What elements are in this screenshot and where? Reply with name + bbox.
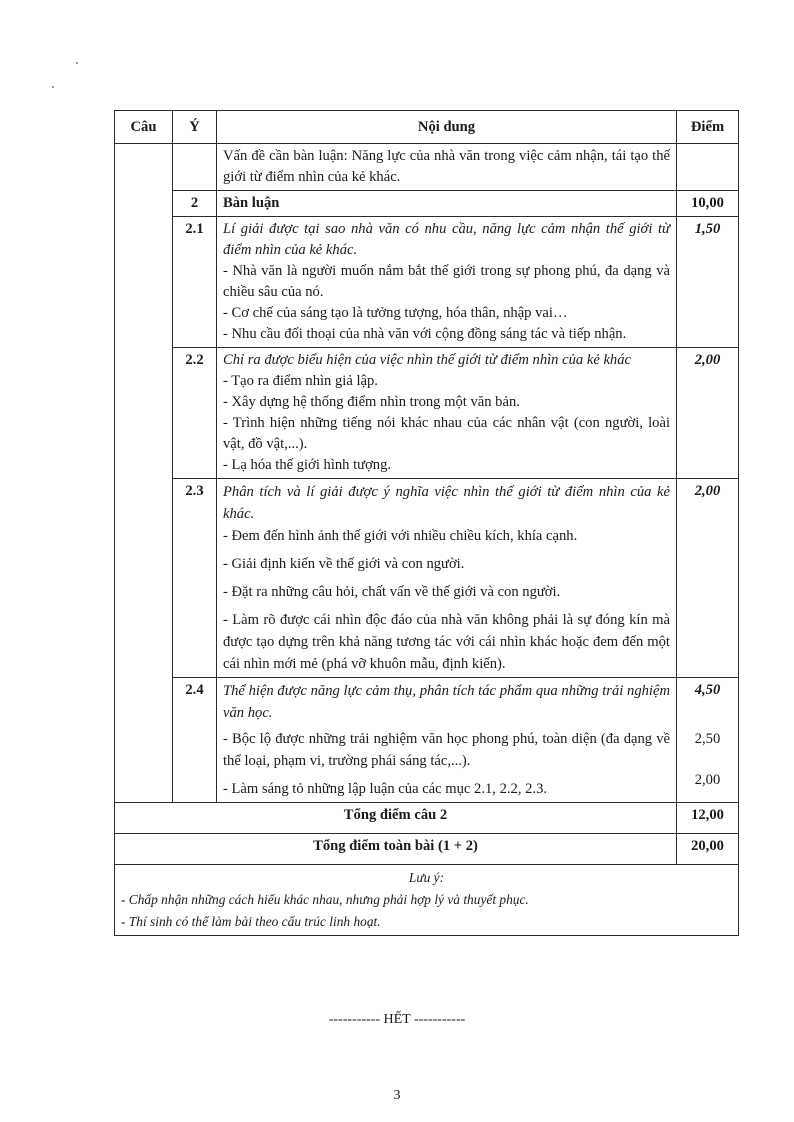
- total-score: 20,00: [677, 834, 739, 865]
- item-point: - Xây dựng hệ thống điểm nhìn trong một văn bản.: [223, 394, 520, 410]
- item-score: 2,00: [677, 348, 739, 479]
- item-content: [217, 217, 677, 348]
- section2-score: 10,00: [677, 191, 739, 217]
- item-point: - Nhà văn là người muốn nắm bắt thế giới trong sự phong phú, đa dạng và chiều sâu của nó.: [223, 263, 670, 300]
- scan-speck: [76, 62, 78, 64]
- page-number: 3: [393, 1088, 401, 1103]
- item-point: - Nhu cầu đối thoại của nhà văn với cộng đồng sáng tác và tiếp nhận.: [223, 326, 627, 342]
- scoring-rubric-table: [114, 110, 739, 936]
- intro-text: Vấn đề cần bàn luận: Năng lực của nhà văn trong việc cảm nhận, tái tạo thế giới từ điểm nhìn của kẻ khác.: [217, 144, 677, 191]
- end-marker: ----------- HẾT -----------: [328, 1012, 466, 1027]
- header-diem: Điểm: [677, 111, 739, 144]
- sub-score: 2,00: [694, 772, 721, 788]
- item-point: - Giải định kiến về thế giới và con người.: [223, 556, 465, 572]
- item-title: Phân tích và lí giải được ý nghĩa việc nhìn thế giới từ điểm nhìn của kẻ khác.: [223, 484, 670, 522]
- item-id: 2.3: [173, 479, 217, 678]
- table-row: [115, 479, 739, 678]
- item-score-cell: [677, 678, 739, 803]
- note-line: - Thí sinh có thể làm bài theo cấu trúc linh hoạt.: [121, 914, 381, 929]
- total-row: [115, 803, 739, 834]
- table-row: [115, 348, 739, 479]
- table-row: [115, 144, 739, 191]
- total-label: Tổng điểm câu 2: [115, 803, 677, 834]
- item-point: - Làm sáng tỏ những lập luận của các mục 2.1, 2.2, 2.3.: [223, 781, 548, 797]
- table-row: [115, 678, 739, 803]
- table-row: [115, 191, 739, 217]
- total-label: Tổng điểm toàn bài (1 + 2): [115, 834, 677, 865]
- item-point: - Đặt ra những câu hỏi, chất vấn về thế giới và con người.: [223, 584, 561, 600]
- item-content: [217, 348, 677, 479]
- note-title: Lưu ý:: [408, 870, 445, 885]
- sub-score: 2,50: [694, 731, 721, 747]
- item-content: [217, 479, 677, 678]
- item-title: Thể hiện được năng lực cảm thụ, phân tích tác phẩm qua những trải nghiệm văn học.: [223, 683, 670, 721]
- section2-label: Bàn luận: [217, 191, 677, 217]
- item-point: - Tạo ra điểm nhìn giả lập.: [223, 373, 378, 389]
- table-row: [115, 217, 739, 348]
- note-line: - Chấp nhận những cách hiểu khác nhau, nhưng phải hợp lý và thuyết phục.: [121, 892, 529, 907]
- item-point: - Trình hiện những tiếng nói khác nhau của các nhân vật (con người, loài vật, đồ vật,...).: [223, 415, 670, 452]
- total-score: 12,00: [677, 803, 739, 834]
- item-point: - Bộc lộ được những trải nghiệm văn học phong phú, toàn diện (đa dạng về thể loại, phạm vi, trường phái sáng tác,...).: [223, 731, 670, 769]
- header-cau: Câu: [115, 111, 173, 144]
- table-header-row: [115, 111, 739, 144]
- item-score: 1,50: [677, 217, 739, 348]
- cau-cell: [115, 144, 173, 803]
- section2-id: 2: [173, 191, 217, 217]
- item-title: Chỉ ra được biểu hiện của việc nhìn thế giới từ điểm nhìn của kẻ khác: [223, 352, 631, 368]
- item-title: Lí giải được tại sao nhà văn có nhu cầu, năng lực cảm nhận thế giới từ điểm nhìn của kẻ khác.: [223, 221, 670, 258]
- note-row: [115, 865, 739, 936]
- y-cell: [173, 144, 217, 191]
- item-score: 4,50: [694, 682, 721, 698]
- total-row: [115, 834, 739, 865]
- diem-cell: [677, 144, 739, 191]
- item-point: - Làm rõ được cái nhìn độc đáo của nhà văn không phải là sự đóng kín mà được tạo dựng trên khả năng tương tác với cái nhìn khác hoặc đem đến một cái nhìn mới mẻ (phá vỡ khuôn mẫu, định kiến).: [223, 612, 670, 672]
- item-point: - Đem đến hình ảnh thế giới với nhiều chiều kích, khía cạnh.: [223, 528, 578, 544]
- note-cell: [115, 865, 739, 936]
- item-id: 2.2: [173, 348, 217, 479]
- item-id: 2.4: [173, 678, 217, 803]
- scan-speck: [52, 86, 54, 88]
- item-point: - Lạ hóa thế giới hình tượng.: [223, 457, 392, 473]
- item-id: 2.1: [173, 217, 217, 348]
- header-y: Ý: [173, 111, 217, 144]
- item-content: [217, 678, 677, 803]
- item-point: - Cơ chế của sáng tạo là tưởng tượng, hóa thân, nhập vai…: [223, 305, 568, 321]
- header-noi-dung: Nội dung: [217, 111, 677, 144]
- item-score: 2,00: [677, 479, 739, 678]
